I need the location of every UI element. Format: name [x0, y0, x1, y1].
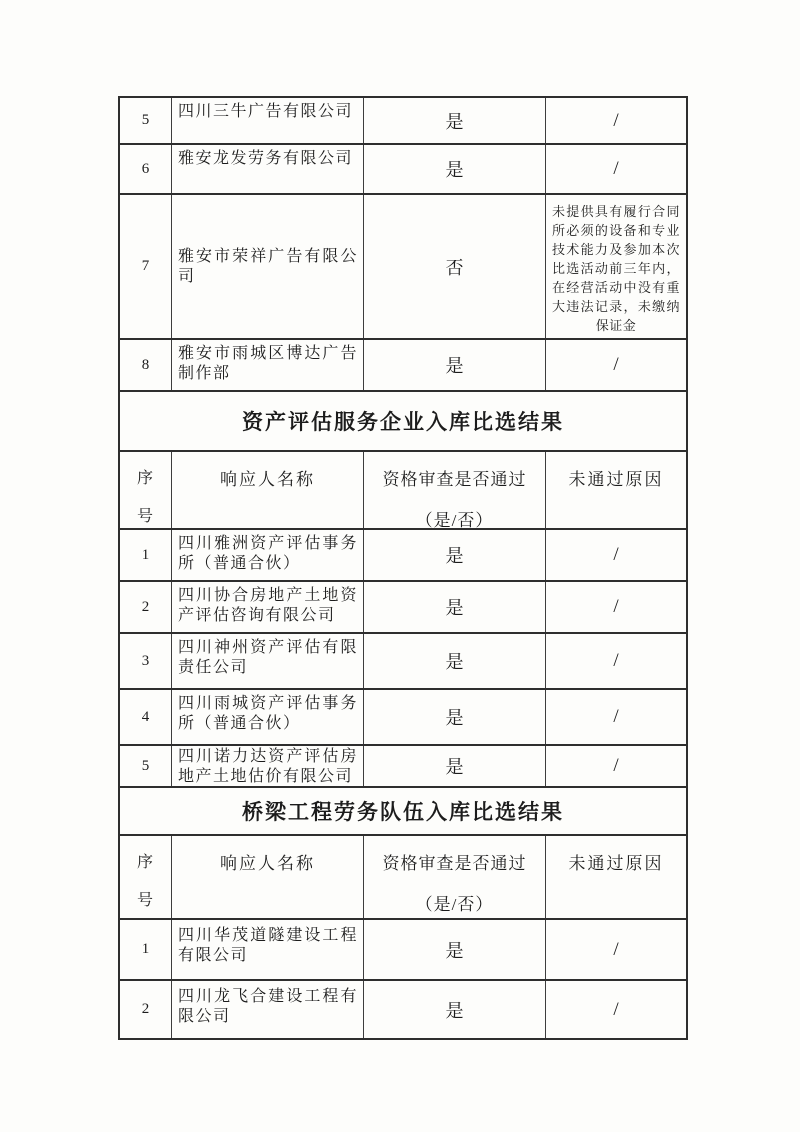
fail-reason-cell: / — [613, 158, 619, 179]
serial-cell: 2 — [120, 981, 172, 1038]
fail-reason-cell: / — [613, 109, 619, 131]
bid-selection-results-table — [118, 96, 688, 1040]
table-row — [120, 746, 686, 788]
table-row — [120, 340, 686, 392]
table-row — [120, 690, 686, 746]
respondent-name-cell — [172, 746, 364, 786]
header-pass-line1: 资格审查是否通过 — [382, 470, 527, 489]
respondent-name-cell — [172, 582, 364, 632]
fail-reason-cell: 未提供具有履行合同所必须的设备和专业技术能力及参加本次比选活动前三年内，在经营活动中没有重大违法记录，未缴纳保证金 — [552, 204, 680, 333]
header-pass-line2: （是/否） — [415, 895, 494, 914]
table-row — [120, 530, 686, 582]
fail-reason-cell: / — [613, 755, 619, 776]
qualification-pass-cell: 是 — [364, 530, 546, 580]
respondent-name-cell — [172, 981, 364, 1038]
respondent-name-cell — [172, 690, 364, 744]
respondent-name: 雅安龙发劳务有限公司 — [178, 150, 354, 167]
fail-reason-cell: / — [613, 354, 619, 375]
header-serial — [120, 836, 172, 918]
section-title-row — [120, 392, 686, 452]
table-row — [120, 98, 686, 145]
section-title: 桥梁工程劳务队伍入库比选结果 — [242, 801, 564, 824]
qualification-pass-cell: 否 — [364, 195, 546, 338]
serial-cell: 5 — [120, 746, 172, 786]
respondent-name-cell — [172, 920, 364, 979]
table-row — [120, 195, 686, 340]
respondent-name: 雅安市雨城区博达广告制作部 — [178, 345, 358, 382]
header-qualification-pass — [364, 452, 546, 528]
header-fail-reason: 未通过原因 — [568, 470, 664, 489]
serial-cell: 8 — [120, 340, 172, 390]
serial-cell: 4 — [120, 690, 172, 744]
respondent-name: 四川龙飞合建设工程有限公司 — [178, 988, 358, 1025]
header-serial — [120, 452, 172, 528]
respondent-name-cell — [172, 195, 364, 338]
respondent-name: 四川雨城资产评估事务所（普通合伙） — [178, 695, 358, 732]
serial-cell: 1 — [120, 920, 172, 979]
section-title: 资产评估服务企业入库比选结果 — [242, 411, 564, 434]
respondent-name-cell — [172, 340, 364, 390]
table-header-row — [120, 452, 686, 530]
serial-cell: 6 — [120, 145, 172, 193]
respondent-name: 四川协合房地产土地资产评估咨询有限公司 — [178, 587, 358, 624]
table-row — [120, 981, 686, 1038]
fail-reason-cell: / — [613, 998, 619, 1020]
header-respondent-name: 响应人名称 — [172, 836, 364, 918]
respondent-name: 四川神州资产评估有限责任公司 — [178, 639, 358, 676]
section-title-row — [120, 788, 686, 836]
table-row — [120, 634, 686, 690]
serial-cell: 2 — [120, 582, 172, 632]
qualification-pass-cell: 是 — [364, 634, 546, 688]
qualification-pass-cell: 是 — [364, 582, 546, 632]
serial-cell: 1 — [120, 530, 172, 580]
header-serial-line1: 序 — [136, 854, 154, 871]
qualification-pass-cell: 是 — [364, 981, 546, 1038]
respondent-name-cell — [172, 634, 364, 688]
qualification-pass-cell: 是 — [364, 690, 546, 744]
respondent-name-cell — [172, 530, 364, 580]
respondent-name-cell — [172, 145, 364, 193]
table-row — [120, 920, 686, 981]
qualification-pass-cell: 是 — [364, 920, 546, 979]
header-serial-line1: 序 — [136, 470, 154, 487]
respondent-name: 四川雅洲资产评估事务所（普通合伙） — [178, 535, 358, 572]
table-header-row — [120, 836, 686, 920]
header-qualification-pass — [364, 836, 546, 918]
qualification-pass-cell: 是 — [364, 746, 546, 786]
header-fail-reason: 未通过原因 — [568, 854, 664, 873]
respondent-name-cell — [172, 98, 364, 143]
header-serial-line2: 号 — [136, 892, 154, 909]
respondent-name: 四川诺力达资产评估房地产土地估价有限公司 — [178, 748, 358, 785]
qualification-pass-cell: 是 — [364, 145, 546, 193]
serial-cell: 7 — [120, 195, 172, 338]
fail-reason-cell: / — [613, 938, 619, 960]
respondent-name: 四川三牛广告有限公司 — [178, 103, 354, 120]
fail-reason-cell: / — [613, 544, 619, 565]
table-row — [120, 145, 686, 195]
header-serial-line2: 号 — [136, 508, 154, 525]
respondent-name: 雅安市荣祥广告有限公司 — [178, 248, 358, 285]
table-row — [120, 582, 686, 634]
serial-cell: 5 — [120, 98, 172, 143]
header-pass-line2: （是/否） — [415, 511, 494, 528]
respondent-name: 四川华茂道隧建设工程有限公司 — [178, 927, 358, 964]
qualification-pass-cell: 是 — [364, 340, 546, 390]
header-pass-line1: 资格审查是否通过 — [382, 854, 527, 873]
serial-cell: 3 — [120, 634, 172, 688]
header-respondent-name: 响应人名称 — [172, 452, 364, 528]
fail-reason-cell: / — [613, 650, 619, 671]
qualification-pass-cell: 是 — [364, 98, 546, 143]
fail-reason-cell: / — [613, 596, 619, 617]
fail-reason-cell: / — [613, 706, 619, 727]
